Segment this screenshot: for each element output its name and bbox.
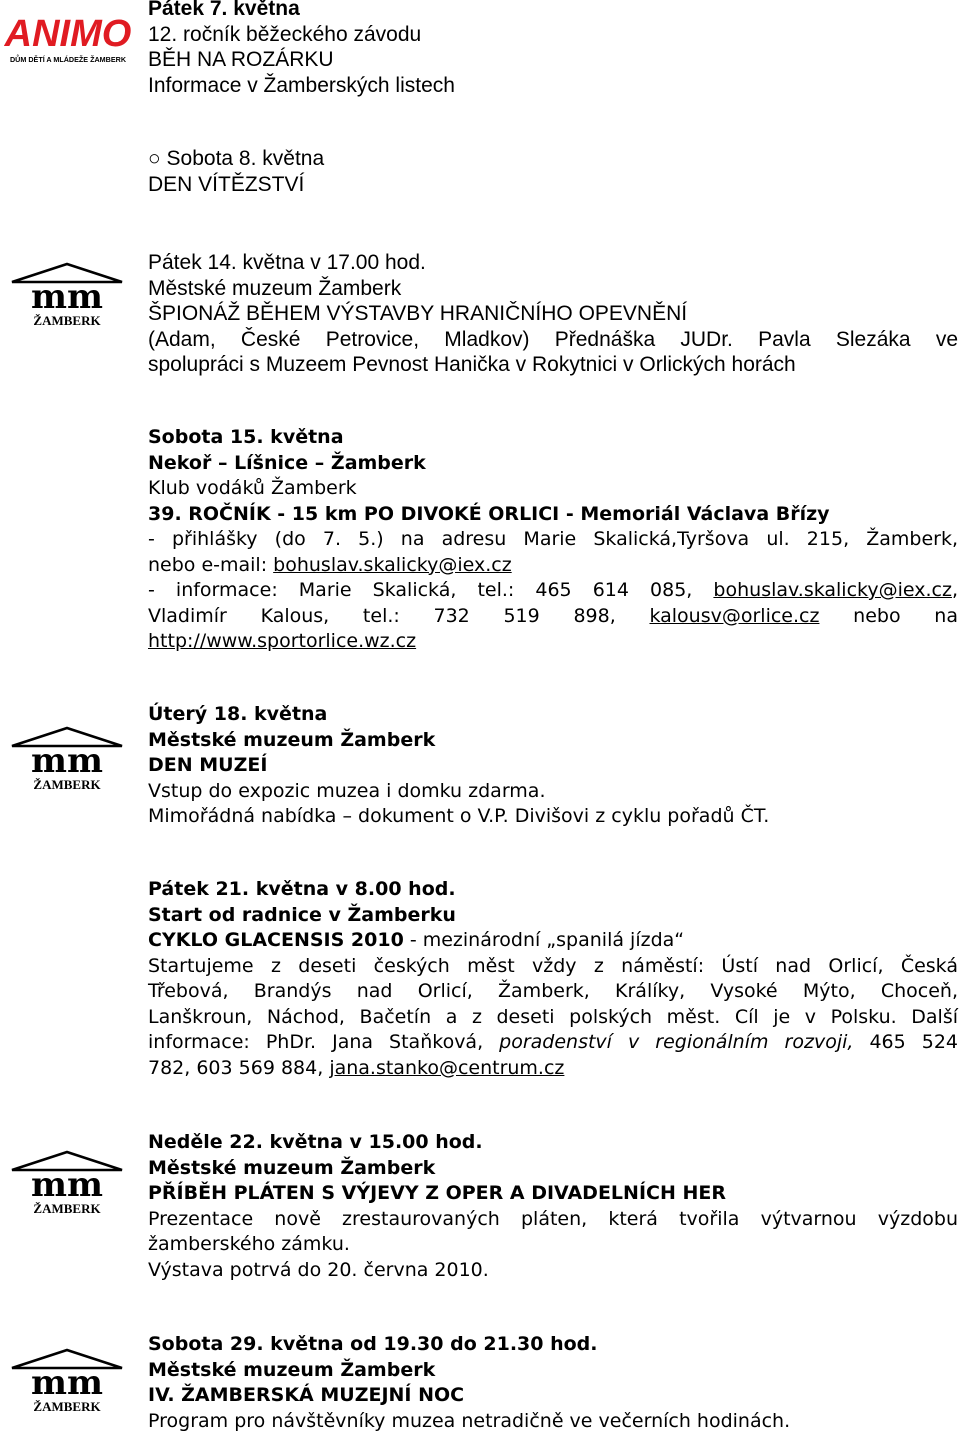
event-date: Sobota 8. května <box>166 147 325 170</box>
event-description: Program pro návštěvníky muzea netradičně ve večerních hodinách. <box>148 1409 791 1432</box>
event-title: DEN MUZEÍ <box>148 754 268 776</box>
animo-wordmark: ANIMO <box>4 13 132 55</box>
museum-monogram: mm <box>31 277 103 317</box>
event-spionaz <box>148 250 958 378</box>
email-link[interactable]: jana.stanko@centrum.cz <box>329 1056 565 1079</box>
event-cyklo-glacensis <box>148 877 958 1081</box>
event-date: Úterý 18. května <box>148 703 328 725</box>
event-date: Neděle 22. května v 15.00 hod. <box>148 1131 483 1153</box>
email-link[interactable]: bohuslav.skalicky@iex.cz <box>713 579 952 601</box>
event-contact: informace: PhDr. Jana Staňková, poradenství v regionálním rozvoji, 465 524 <box>148 1031 959 1053</box>
email-link[interactable]: kalousv@orlice.cz <box>649 604 820 627</box>
event-beh-na-rozarku <box>148 0 958 98</box>
event-date: Sobota 15. května <box>148 426 344 448</box>
event-organizer: Klub vodáků Žamberk <box>148 477 357 499</box>
circle-bullet-icon: ○ <box>148 147 161 170</box>
event-den-muzei <box>148 702 958 830</box>
event-line: Mimořádná nabídka – dokument o V.P. Divišovi z cyklu pořadů ČT. <box>148 805 770 827</box>
event-date: Pátek 14. května v 17.00 hod. <box>148 251 426 274</box>
event-divoka-orlice <box>148 425 958 655</box>
event-title: CYKLO GLACENSIS 2010 <box>148 929 404 951</box>
event-description: Startujeme z deseti českých měst vždy z náměstí: Ústí nad Orlicí, Česká <box>148 954 958 977</box>
event-description: Výstava potrvá do 20. června 2010. <box>148 1258 489 1281</box>
event-line: Vstup do expozic muzea i domku zdarma. <box>148 779 546 802</box>
event-info: - informace: Marie Skalická, tel.: 465 614 085, bohuslav.skalicky@iex.cz, <box>148 579 958 601</box>
event-title-line: CYKLO GLACENSIS 2010 - mezinárodní „spanilá jízda“ <box>148 929 685 951</box>
event-den-vitezstvi <box>148 146 958 197</box>
event-place: Městské muzeum Žamberk <box>148 728 436 751</box>
event-title: BĚH NA ROZÁRKU <box>148 48 334 71</box>
svg-text:mm: mm <box>31 1363 103 1403</box>
event-date: Sobota 29. května od 19.30 do 21.30 hod. <box>148 1333 598 1355</box>
event-line: 12. ročník běžeckého závodu <box>148 22 422 46</box>
svg-text:ŽAMBERK: ŽAMBERK <box>33 1399 101 1414</box>
event-description: Prezentace nově zrestaurovaných pláten, která tvořila výtvarnou výzdobu <box>148 1207 958 1230</box>
event-place: Start od radnice v Žamberku <box>148 903 456 926</box>
animo-tagline: DŮM DĚTÍ A MLÁDEŽE ŽAMBERK <box>9 55 127 64</box>
event-registration: - přihlášky (do 7. 5.) na adresu Marie Skalická,Tyršova ul. 215, Žamberk, <box>148 528 958 550</box>
event-place: Městské muzeum Žamberk <box>148 1358 436 1381</box>
animo-logo <box>4 10 132 68</box>
museum-logo <box>8 726 126 794</box>
museum-logo <box>8 1150 126 1218</box>
event-date: Pátek 21. května v 8.00 hod. <box>148 878 456 900</box>
event-registration-email: nebo e-mail: bohuslav.skalicky@iex.cz <box>148 553 512 576</box>
event-title: ŠPIONÁŽ BĚHEM VÝSTAVBY HRANIČNÍHO OPEVNĚNÍ <box>148 302 688 325</box>
event-description: Třebová, Brandýs nad Orlicí, Žamberk, Králíky, Vysoké Mýto, Choceň, <box>148 980 958 1002</box>
svg-text:ŽAMBERK: ŽAMBERK <box>33 1201 101 1216</box>
event-muzejni-noc <box>148 1332 958 1434</box>
event-route: Nekoř – Líšnice – Žamberk <box>148 451 426 474</box>
museum-logo <box>8 262 126 330</box>
museum-logo <box>8 1348 126 1416</box>
event-description: žamberského zámku. <box>148 1233 350 1255</box>
website-link[interactable]: http://www.sportorlice.wz.cz <box>148 630 417 652</box>
event-date: Pátek 7. května <box>148 0 300 20</box>
event-contact: 782, 603 569 884, jana.stanko@centrum.cz <box>148 1056 565 1079</box>
museum-town: ŽAMBERK <box>33 313 101 328</box>
event-pribeh-platen <box>148 1130 958 1283</box>
event-place: Městské muzeum Žamberk <box>148 1156 436 1179</box>
svg-text:ŽAMBERK: ŽAMBERK <box>33 777 101 792</box>
svg-text:mm: mm <box>31 1165 103 1205</box>
event-line: Informace v Žamberských listech <box>148 73 455 97</box>
svg-text:mm: mm <box>31 741 103 781</box>
email-link[interactable]: bohuslav.skalicky@iex.cz <box>273 553 512 576</box>
event-description: spolupráci s Muzeem Pevnost Hanička v Rokytnici v Orlických horách <box>148 353 796 376</box>
event-description: Lanškroun, Náchod, Bačetín a z deseti polských měst. Cíl je v Polsku. Další <box>148 1005 958 1028</box>
event-title: DEN VÍTĚZSTVÍ <box>148 172 305 196</box>
event-title: 39. ROČNÍK - 15 km PO DIVOKÉ ORLICI - Memoriál Václava Břízy <box>148 502 830 525</box>
event-title: IV. ŽAMBERSKÁ MUZEJNÍ NOC <box>148 1384 465 1406</box>
event-description: (Adam, České Petrovice, Mladkov) Přednáška JUDr. Pavla Slezáka ve <box>148 327 958 351</box>
event-place: Městské muzeum Žamberk <box>148 276 402 300</box>
event-date-line <box>148 146 958 172</box>
event-title: PŘÍBĚH PLÁTEN S VÝJEVY Z OPER A DIVADELNÍCH HER <box>148 1182 726 1204</box>
event-contact: Vladimír Kalous, tel.: 732 519 898, kalousv@orlice.cz nebo na <box>148 604 958 627</box>
